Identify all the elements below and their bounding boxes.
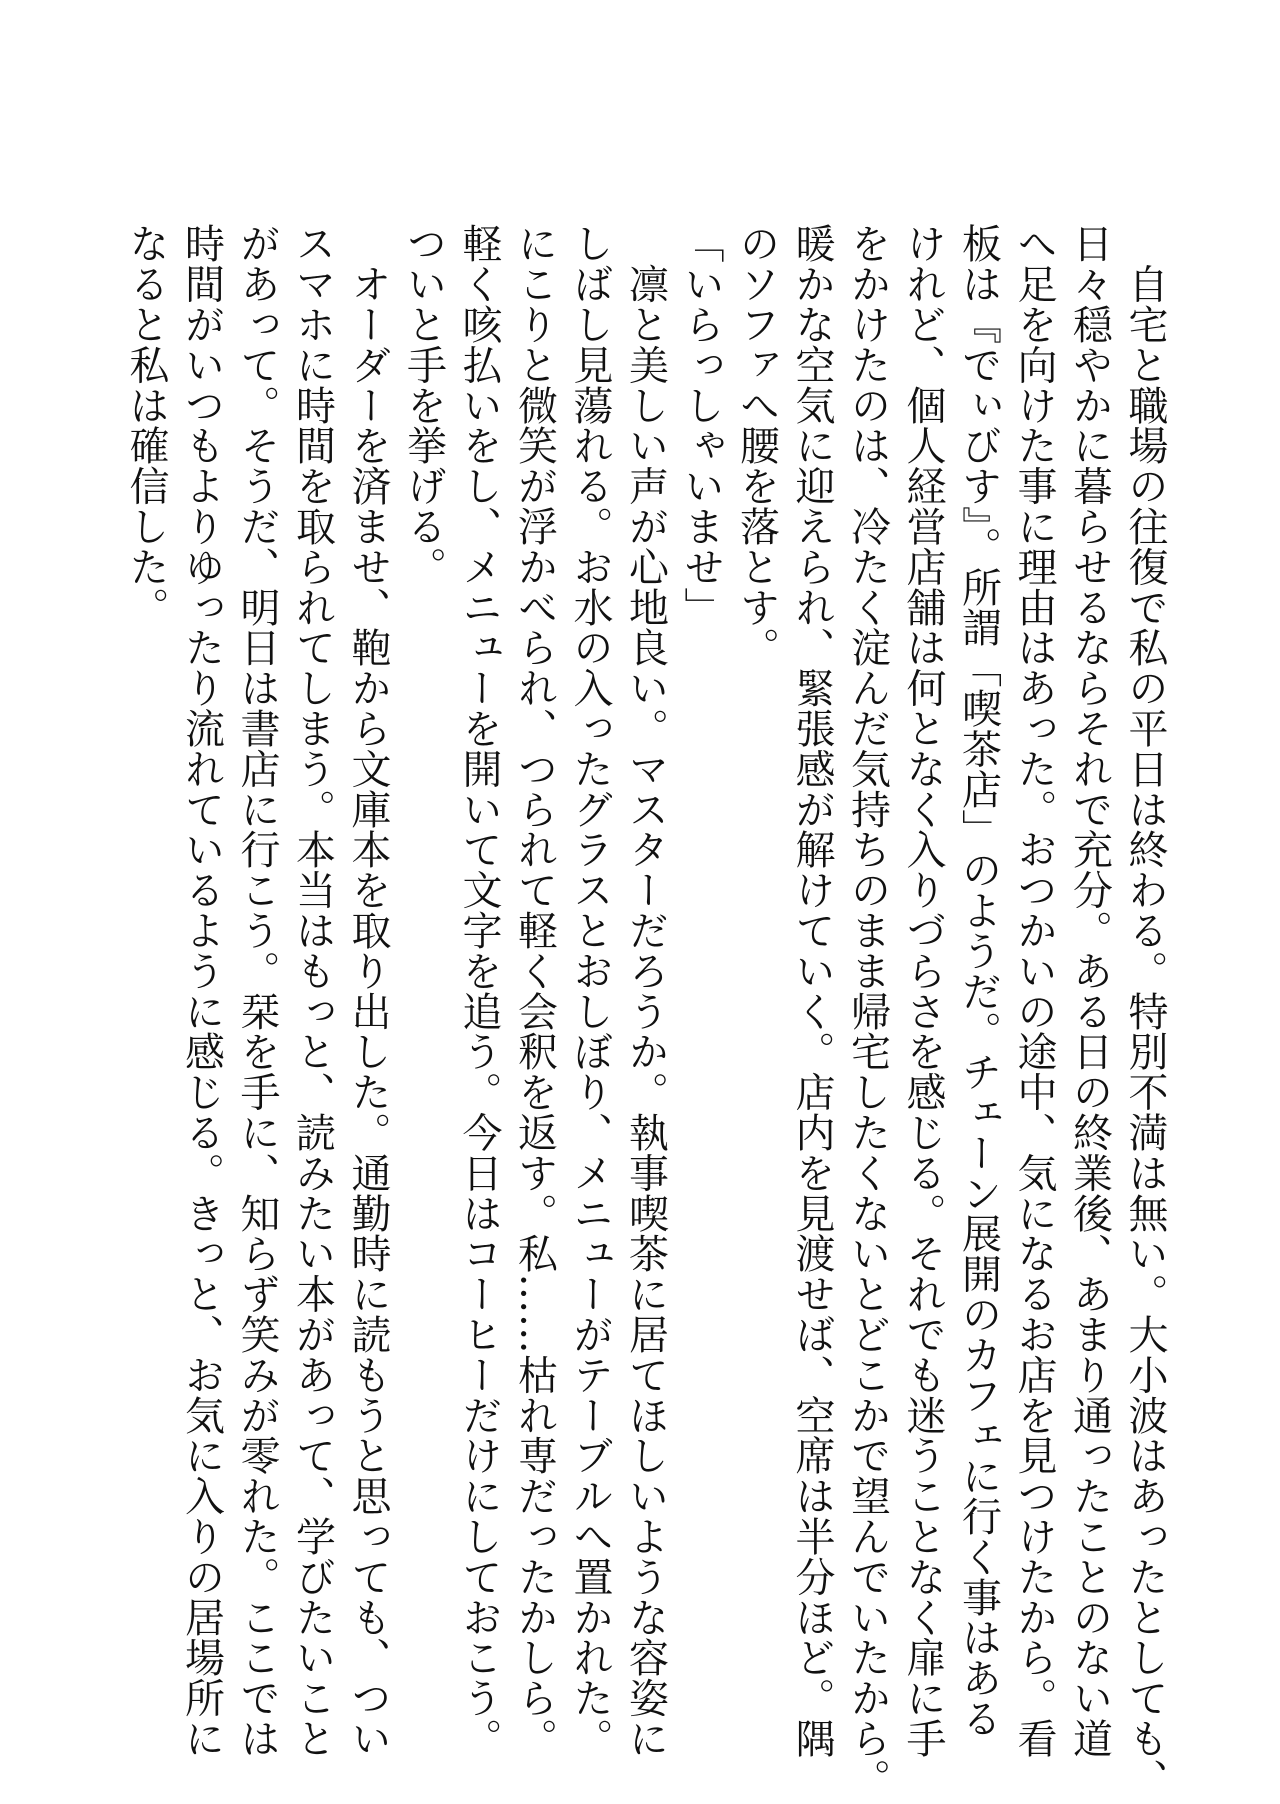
text-line-19: なると私は確信した。 bbox=[123, 223, 169, 627]
text-line-6: をかけたのは、冷たく淀んだ気持ちのまま帰宅したくないとどこかで望んでいたから。 bbox=[844, 223, 891, 1799]
dialogue-line: 「いらっしゃいませ」 bbox=[678, 223, 724, 627]
text-line-4: 板は『でぃびす』。所謂「喫茶店」のようだ。チェーン展開のカフェに行く事はある bbox=[955, 223, 1002, 1739]
text-line-8: のソファへ腰を落とす。 bbox=[733, 223, 780, 668]
text-line-2: 日々穏やかに暮らせるならそれで充分。ある日の終業後、あまり通ったことのない道 bbox=[1066, 223, 1113, 1759]
text-line-13: 軽く咳払いをし、メニューを開いて文字を追う。今日はコーヒーだけにしておこう。 bbox=[456, 223, 502, 1759]
text-line-16: スマホに時間を取られてしまう。本当はもっと、読みたい本があって、学びたいこと bbox=[289, 223, 336, 1759]
text-line-17: があって。そうだ、明日は書店に行こう。栞を手に、知らず笑みが零れた。ここでは bbox=[234, 223, 280, 1759]
text-line-7: 暖かな空気に迎えられ、緊張感が解けていく。店内を見渡せば、空席は半分ほど。隅 bbox=[789, 223, 835, 1759]
text-line-3: へ足を向けた事に理由はあった。おつかいの途中、気になるお店を見つけたから。看 bbox=[1011, 223, 1057, 1759]
text-line-5: けれど、個人経営店舗は何となく入りづらさを感じる。それでも迷うことなく扉に手 bbox=[900, 223, 946, 1759]
vertical-text-body bbox=[118, 223, 1173, 1799]
text-line-11: しばし見蕩れる。お水の入ったグラスとおしぼり、メニューがテーブルへ置かれた。 bbox=[567, 223, 613, 1759]
text-line-10: 凛と美しい声が心地良い。マスターだろうか。執事喫茶に居てほしいような容姿に bbox=[622, 223, 669, 1759]
text-line-14: ついと手を挙げる。 bbox=[400, 223, 447, 587]
text-line-12: にこりと微笑が浮かべられ、つられて軽く会釈を返す。私……枯れ専だったかしら。 bbox=[511, 223, 558, 1759]
text-line-15: オーダーを済ませ、鞄から文庫本を取り出した。通勤時に読もうと思っても、つい bbox=[345, 223, 391, 1759]
text-line-1: 自宅と職場の往復で私の平日は終わる。特別不満は無い。大小波はあったとしても、 bbox=[1122, 223, 1168, 1799]
text-line-18: 時間がいつもよりゆったり流れているように感じる。きっと、お気に入りの居場所に bbox=[178, 223, 225, 1759]
